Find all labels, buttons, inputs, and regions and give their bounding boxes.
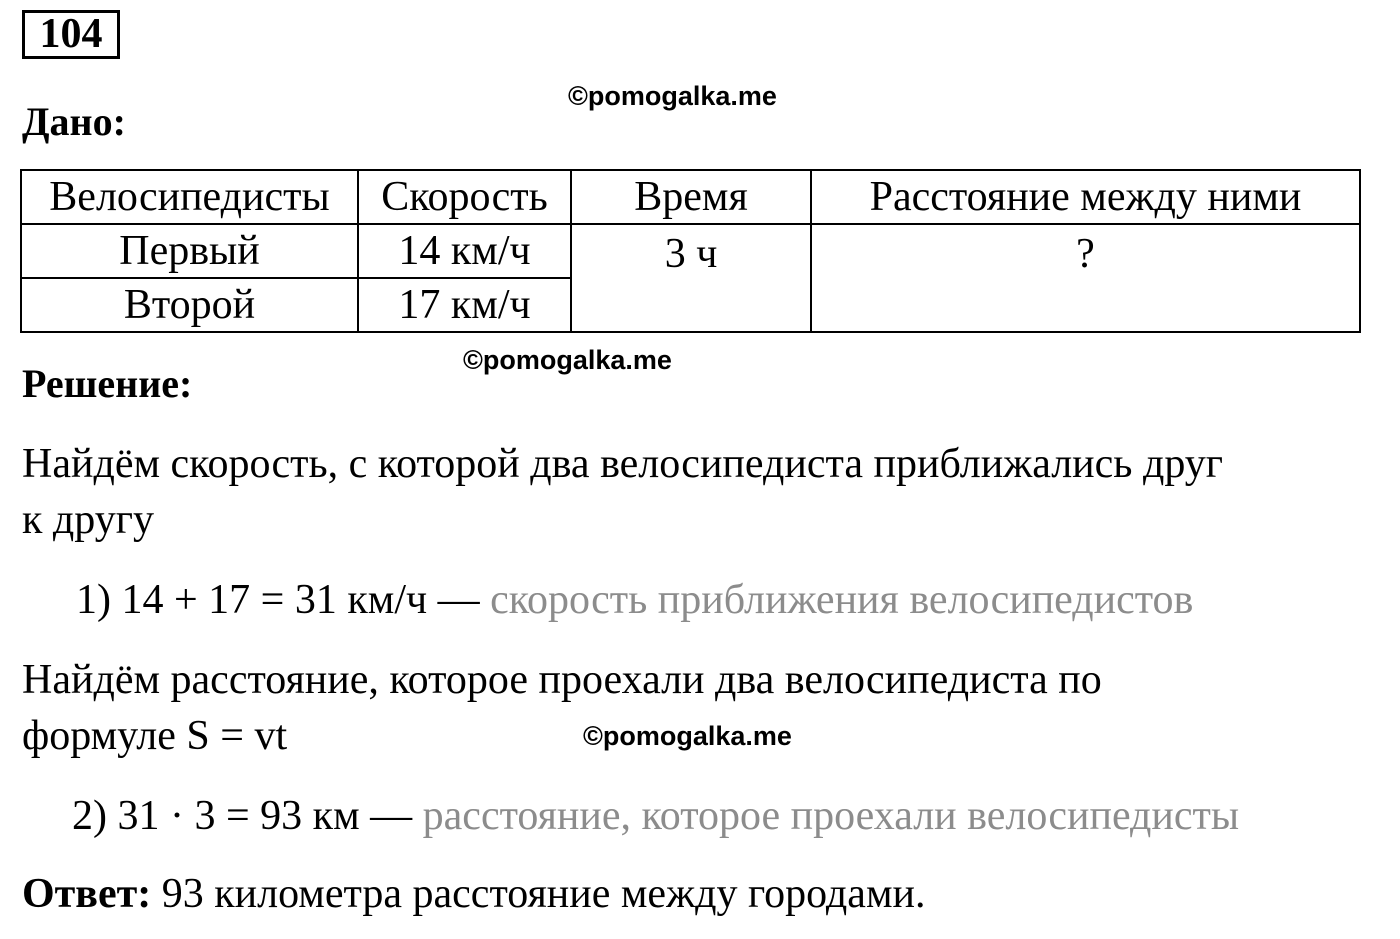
- solution-heading: Решение:: [22, 361, 193, 406]
- answer-line: [22, 870, 926, 918]
- answer-label: Ответ:: [22, 871, 152, 917]
- step2-line: [72, 792, 1239, 840]
- step1-line: [76, 576, 1193, 624]
- step1-comment: скорость приближения велосипедистов: [490, 577, 1194, 623]
- given-table: [20, 169, 1361, 333]
- watermark-top: ©pomogalka.me: [568, 81, 777, 111]
- step2-expression: 2) 31 · 3 = 93 км —: [72, 793, 413, 839]
- cyclist-second: Второй: [21, 278, 358, 332]
- header-distance: Расстояние между ними: [811, 170, 1360, 224]
- speed-first: 14 км/ч: [358, 224, 571, 278]
- speed-second: 17 км/ч: [358, 278, 571, 332]
- step2-comment: расстояние, которое проехали велосипедисты: [422, 793, 1240, 839]
- table-header-row: [21, 170, 1360, 224]
- paragraph1-line1: Найдём скорость, с которой два велосипедиста приближались друг: [22, 441, 1223, 487]
- task-number: 104: [22, 10, 120, 59]
- answer-text: 93 километра расстояние между городами.: [161, 871, 926, 917]
- watermark-bottom: ©pomogalka.me: [583, 721, 792, 751]
- paragraph1-line2: к другу: [22, 497, 154, 543]
- distance-cell: ?: [811, 224, 1360, 332]
- paragraph2-line2: формуле S = vt: [22, 713, 288, 759]
- step1-expression: 1) 14 + 17 = 31 км/ч —: [76, 577, 480, 623]
- time-cell: 3 ч: [571, 224, 811, 332]
- given-heading: Дано:: [22, 99, 126, 144]
- cyclist-first: Первый: [21, 224, 358, 278]
- header-speed: Скорость: [358, 170, 571, 224]
- paragraph2-line1: Найдём расстояние, которое проехали два велосипедиста по: [22, 657, 1102, 703]
- watermark-middle: ©pomogalka.me: [463, 345, 672, 375]
- table-row: [21, 224, 1360, 278]
- header-time: Время: [571, 170, 811, 224]
- header-cyclists: Велосипедисты: [21, 170, 358, 224]
